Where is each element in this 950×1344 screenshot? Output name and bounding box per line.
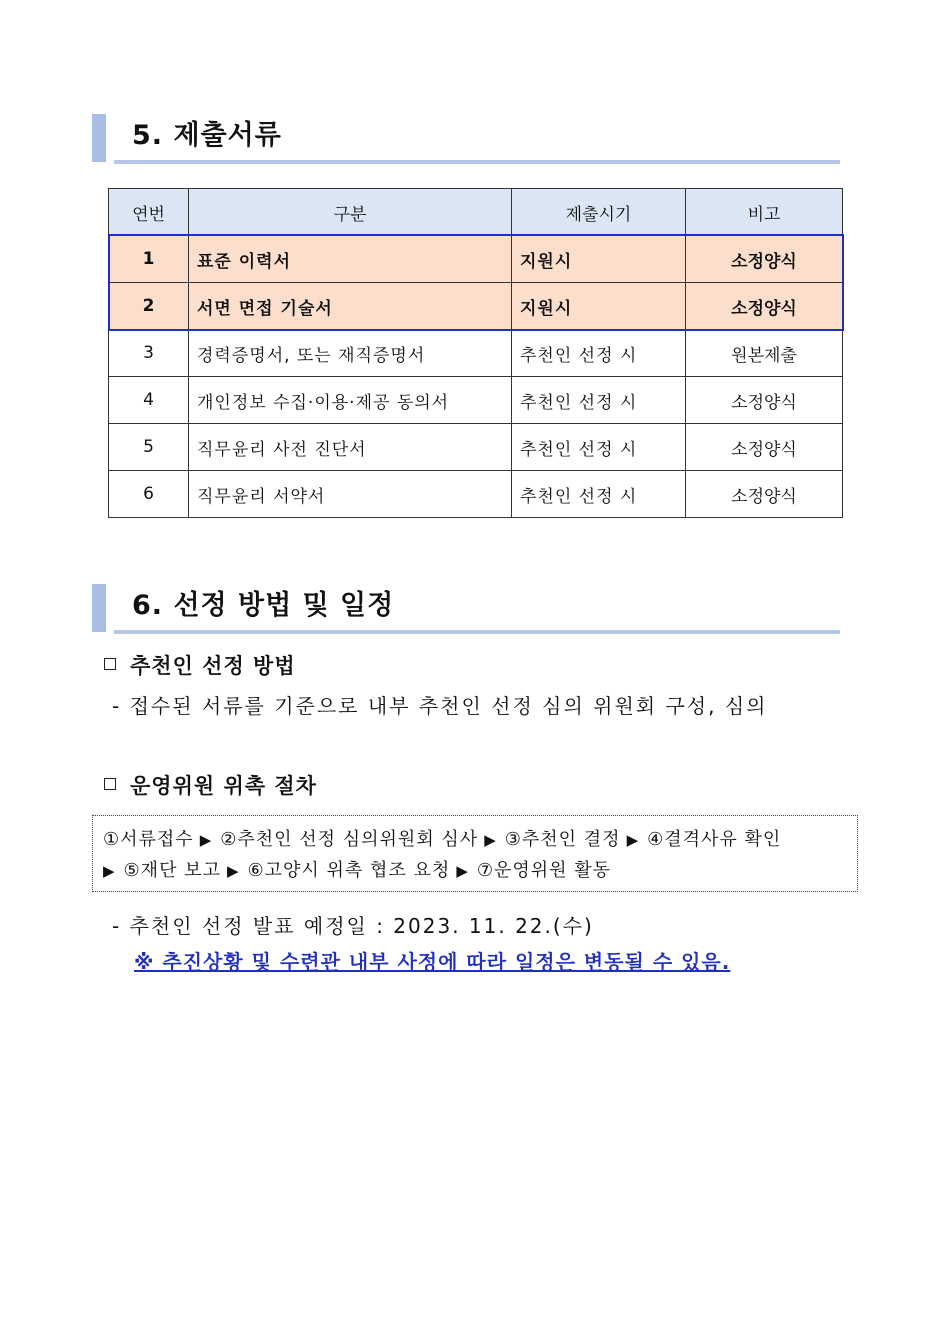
cell-when: 추천인 선정 시 bbox=[512, 377, 686, 424]
cell-when: 추천인 선정 시 bbox=[512, 471, 686, 518]
section-6-title: 6. 선정 방법 및 일정 bbox=[132, 590, 395, 621]
step-2: ②추천인 선정 심의위원회 심사 bbox=[220, 829, 479, 850]
cell-when: 지원시 bbox=[512, 236, 686, 283]
arrow-right-icon: ▶ bbox=[626, 831, 640, 849]
table-header-row bbox=[109, 189, 843, 236]
heading-underline bbox=[114, 630, 840, 634]
announce-date-text: - 추천인 선정 발표 예정일 : 2023. 11. 22.(수) bbox=[112, 914, 594, 938]
cell-no: 4 bbox=[109, 377, 189, 424]
header-when: 제출시기 bbox=[512, 189, 686, 236]
cell-when: 추천인 선정 시 bbox=[512, 330, 686, 377]
heading-accent-bar bbox=[92, 584, 106, 632]
procedure-box bbox=[92, 815, 858, 892]
cell-doc: 표준 이력서 bbox=[189, 236, 512, 283]
checkbox-square-icon bbox=[104, 658, 116, 670]
arrow-right-icon: ▶ bbox=[484, 831, 497, 849]
procedure-row-1 bbox=[103, 825, 787, 851]
arrow-right-icon: ▶ bbox=[199, 831, 213, 849]
step-4: ④결격사유 확인 bbox=[647, 829, 782, 850]
cell-doc: 경력증명서, 또는 재직증명서 bbox=[189, 330, 512, 377]
method-heading bbox=[104, 650, 296, 680]
table-row bbox=[109, 283, 843, 330]
cell-doc: 개인정보 수집·이용·제공 동의서 bbox=[189, 377, 512, 424]
cell-no: 6 bbox=[109, 471, 189, 518]
procedure-row-2 bbox=[103, 856, 617, 882]
cell-note: 원본제출 bbox=[686, 330, 843, 377]
cell-note: 소정양식 bbox=[686, 283, 843, 330]
step-6: ⑥고양시 위촉 협조 요청 bbox=[247, 860, 451, 881]
cell-note: 소정양식 bbox=[686, 236, 843, 283]
cell-no: 1 bbox=[109, 236, 189, 283]
schedule-notice: ※ 추진상황 및 수련관 내부 사정에 따라 일정은 변동될 수 있음. bbox=[134, 950, 731, 974]
step-7: ⑦운영위원 활동 bbox=[476, 860, 612, 881]
cell-doc: 직무윤리 서약서 bbox=[189, 471, 512, 518]
step-3: ③추천인 결정 bbox=[504, 829, 621, 850]
arrow-right-icon: ▶ bbox=[103, 862, 116, 880]
heading-underline bbox=[114, 160, 840, 164]
method-text: - 접수된 서류를 기준으로 내부 추천인 선정 심의 위원회 구성, 심의 bbox=[112, 694, 768, 718]
cell-when: 추천인 선정 시 bbox=[512, 424, 686, 471]
header-no: 연번 bbox=[109, 189, 189, 236]
arrow-right-icon: ▶ bbox=[226, 862, 240, 880]
table-row bbox=[109, 424, 843, 471]
heading-accent-bar bbox=[92, 114, 106, 162]
cell-when: 지원시 bbox=[512, 283, 686, 330]
cell-doc: 직무윤리 사전 진단서 bbox=[189, 424, 512, 471]
cell-note: 소정양식 bbox=[686, 471, 843, 518]
table-row bbox=[109, 377, 843, 424]
cell-no: 5 bbox=[109, 424, 189, 471]
method-heading-text: 추천인 선정 방법 bbox=[130, 654, 296, 678]
checkbox-square-icon bbox=[104, 778, 116, 790]
cell-doc: 서면 면접 기술서 bbox=[189, 283, 512, 330]
step-5: ⑤재단 보고 bbox=[123, 860, 221, 881]
table-row bbox=[109, 471, 843, 518]
cell-note: 소정양식 bbox=[686, 377, 843, 424]
procedure-heading-text: 운영위원 위촉 절차 bbox=[130, 774, 317, 798]
section-6-heading bbox=[92, 584, 840, 634]
cell-no: 3 bbox=[109, 330, 189, 377]
header-note: 비고 bbox=[686, 189, 843, 236]
section-5-heading bbox=[92, 114, 840, 164]
step-1: ①서류접수 bbox=[103, 829, 194, 850]
table-row bbox=[109, 330, 843, 377]
section-5-title: 5. 제출서류 bbox=[132, 120, 282, 151]
documents-table bbox=[108, 188, 843, 518]
procedure-heading bbox=[104, 770, 317, 800]
arrow-right-icon: ▶ bbox=[456, 862, 469, 880]
cell-no: 2 bbox=[109, 283, 189, 330]
cell-note: 소정양식 bbox=[686, 424, 843, 471]
header-doc: 구분 bbox=[189, 189, 512, 236]
table-row bbox=[109, 236, 843, 283]
